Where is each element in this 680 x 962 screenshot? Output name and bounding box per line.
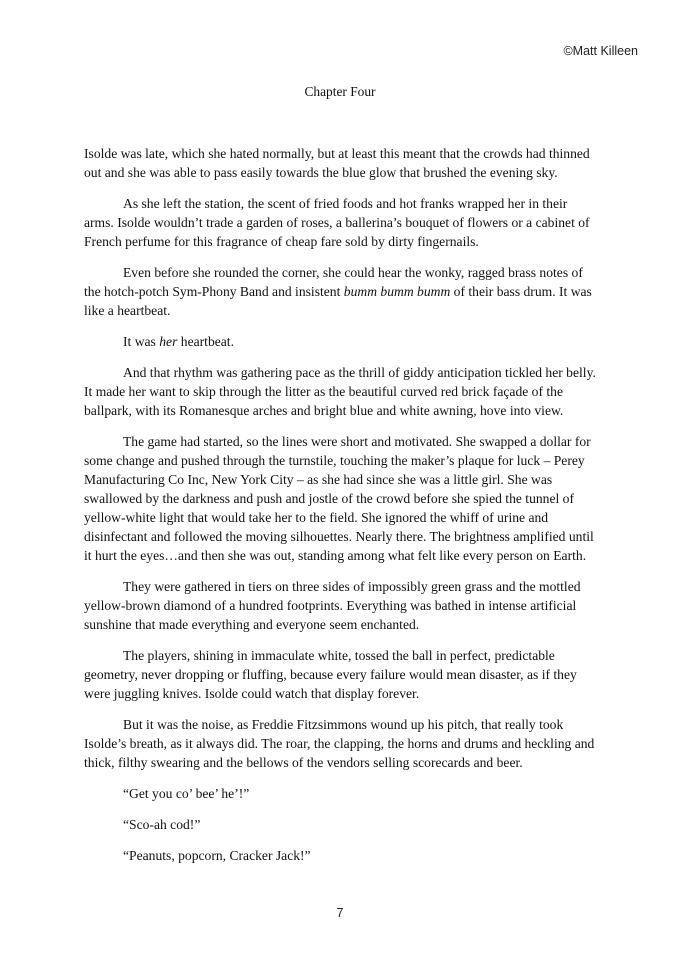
paragraph-12: “Peanuts, popcorn, Cracker Jack!”: [123, 848, 311, 863]
paragraph-3-text-a: Even before she rounded the corner, she could hear the wonky, ragged brass notes of the hotch-potch Sym-Phony Band and insistent: [84, 265, 583, 299]
paragraph-8: The players, shining in immaculate white, tossed the ball in perfect, predictable geometry, never dropping or fluffing, because every failure would mean disaster, as if they were juggling knives. Isolde could watch that display forever.: [84, 648, 577, 701]
paragraph-11: “Sco-ah cod!”: [123, 817, 201, 832]
copyright-header: ©Matt Killeen: [563, 44, 638, 58]
paragraph-3: [84, 263, 600, 320]
paragraph-6: The game had started, so the lines were short and motivated. She swapped a dollar for some change and pushed through the turnstile, touching the maker’s plaque for luck – Perey Manufacturing Co Inc, New York City – as she had since she was a little girl. She was swallowed by the darkness and push and jostle of the crowd before she spied the tunnel of yellow-white light that would take her to the field. She ignored the whiff of urine and disinfectant and followed the moving silhouettes. Nearly there. The brightness amplified until it hurt the eyes…and then she was out, standing among what felt like every person on Earth.: [84, 434, 594, 563]
page-number: 7: [336, 906, 344, 920]
paragraph-4-text-b: heartbeat.: [177, 334, 234, 349]
paragraph-3-text-b: of their bass drum. It was like a heartbeat.: [84, 284, 592, 318]
paragraph-10: “Get you co’ bee’ he’!”: [123, 786, 250, 801]
paragraph-1: Isolde was late, which she hated normally, but at least this meant that the crowds had thinned out and she was able to pass easily towards the blue glow that brushed the evening sky.: [84, 146, 590, 180]
paragraph-4: [84, 332, 600, 351]
paragraph-4-text-a: It was: [123, 334, 160, 349]
paragraph-2: As she left the station, the scent of fried foods and hot franks wrapped her in their arms. Isolde wouldn’t trade a garden of roses, a ballerina’s bouquet of flowers or a cabinet of French perfume for this fragrance of cheap fare sold by dirty fingernails.: [84, 196, 590, 249]
paragraph-9: But it was the noise, as Freddie Fitzsimmons wound up his pitch, that really took Isolde’s breath, as it always did. The roar, the clapping, the horns and drums and heckling and thick, filthy swearing and the bellows of the vendors selling scorecards and beer.: [84, 717, 595, 770]
paragraph-3-emphasis: bumm bumm bumm: [343, 284, 451, 299]
paragraph-4-emphasis: her: [159, 334, 178, 349]
paragraph-7: They were gathered in tiers on three sides of impossibly green grass and the mottled yellow-brown diamond of a hundred footprints. Everything was bathed in intense artificial sunshine that made everything and everyone seem enchanted.: [84, 579, 581, 632]
body-text: [84, 144, 600, 877]
paragraph-5: And that rhythm was gathering pace as the thrill of giddy anticipation tickled her belly. It made her want to skip through the litter as the beautiful curved red brick façade of the ballpark, with its Romanesque arches and bright blue and white awning, hove into view.: [84, 365, 596, 418]
chapter-title: Chapter Four: [304, 84, 376, 99]
